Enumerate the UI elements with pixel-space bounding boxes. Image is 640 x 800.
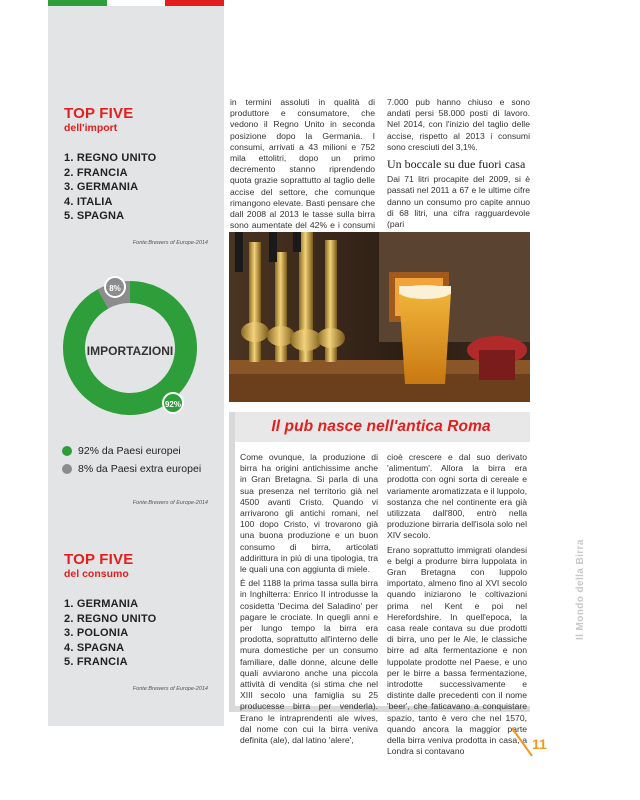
list-item: 5. FRANCIA	[64, 656, 128, 668]
green-dot-icon	[62, 446, 72, 456]
top-consumo-title: TOP FIVE	[64, 551, 134, 568]
top-consumo-subtitle: del consumo	[64, 568, 129, 580]
importazioni-source: Fonte:Brewers of Europe-2014	[132, 500, 208, 506]
article-top-col1	[230, 97, 375, 246]
list-item: 5. SPAGNA	[64, 210, 125, 222]
legend-item-eu	[62, 442, 201, 460]
donut-title: IMPORTAZIONI	[86, 344, 174, 358]
legend-item-extra	[62, 460, 201, 478]
legend-label: 8% da Paesi extra europei	[78, 463, 202, 475]
feature-headline: Il pub nasce nell'antica Roma	[271, 418, 491, 435]
eu-pct-badge: 92%	[162, 392, 184, 414]
top-import-subtitle: dell'import	[64, 122, 118, 134]
list-item: 4. SPAGNA	[64, 641, 125, 654]
donut-legend	[62, 442, 201, 478]
import-source: Fonte:Brewers of Europe-2014	[132, 240, 208, 246]
top-import-list	[64, 151, 214, 224]
top-five-import	[64, 106, 214, 224]
paragraph: 7.000 pub hanno chiuso e sono andati persi 58.000 posti di lavoro. Nel 2014, con l'inizio del taglio delle accise, rispetto al 2013 i consumi sono cresciuti del 3,1%.	[387, 97, 530, 152]
feature-col1	[240, 452, 378, 749]
extra-pct-badge: 8%	[104, 276, 126, 298]
list-item: 1. REGNO UNITO	[64, 152, 157, 164]
top-import-title: TOP FIVE	[64, 105, 134, 122]
top-five-consumo	[64, 552, 214, 670]
list-item: 3. POLONIA	[64, 627, 129, 639]
paragraph: Erano soprattutto immigrati olandesi e belgi a produrre birra luppolata in Gran Bretagna con luppolo importato, almeno fino al XVI secolo quando iniziarono le coltivazioni prima nel Kent e poi nel Herefordshire. In quell'epoca, la casa reale contava su due prodotti di birra, uno per le Ale, le classiche birre ad alta fermentazione e non luppolate prodotte nel Paese, e uno per le birre a bassa fermentazione, introdotte successivamente e distinte dalle precedenti con il nome 'beer', che faticavano a conquistare spazio, tanto è vero che nel 1570, quando ancora la maggior parte della birra veniva prodotta in casa, a Londra si contavano	[387, 544, 527, 757]
grey-dot-icon	[62, 464, 72, 474]
paragraph: È del 1188 la prima tassa sulla birra in Inghilterra: Enrico II introdusse la cosidetta 'Decima del Saladino' per pagare le crociate. In quegli anni e per lungo tempo la birra era prodotta, soprattutto all'interno delle mura domestiche per un consumo familiare, dalle donne, alcune delle quali avviarono anche una piccola attività di vendita (si stima che nel XIII secolo una famiglia su 25 producesse birra per venderla). Erano le intraprendenti ale wives, dal nome con cui la birra veniva definita (ale), dal latino 'alere',	[240, 578, 378, 746]
subheading: Un boccale su due fuori casa	[387, 157, 526, 172]
pub-beer-photo	[229, 232, 530, 402]
list-item: 3. GERMANIA	[64, 181, 139, 193]
list-item: 4. ITALIA	[64, 195, 113, 208]
list-item: 2. FRANCIA	[64, 166, 128, 179]
feature-col2	[387, 452, 527, 760]
top-consumo-list	[64, 597, 214, 670]
consumo-source: Fonte:Brewers of Europe-2014	[132, 686, 208, 692]
legend-label: 92% da Paesi europei	[78, 445, 181, 457]
paragraph: Dai 71 litri procapite del 2009, si è passati nel 2011 a 67 e le ultime cifre danno un consumo pro capite annuo di 68 litri, una cifra ragguardevole (pari	[387, 174, 530, 230]
page-number: 11	[532, 736, 547, 752]
photo-illustration	[229, 232, 530, 402]
list-item: 1. GERMANIA	[64, 598, 139, 610]
importazioni-donut-chart	[62, 280, 212, 430]
paragraph: in termini assoluti in qualità di produttore e consumatore, che vedono il Regno Unito in seconda posizione dopo la Germania. I consumi, arrivati a 43 milioni e 752 mila ettolitri, dopo un primo decremento stanno riprendendo quota grazie soprattutto al taglio delle accise del settore, che comunque rimangono elevate. Basti pensare che dall 2008 al 2013 le tasse sulla birra sono aumentate del 42% e i consumi	[230, 97, 375, 231]
list-item: 2. REGNO UNITO	[64, 612, 157, 625]
paragraph: cioè crescere e dal suo derivato 'alimentum'. Allora la birra era prodotta con ogni sorta di cereale e variamente aromatizzata e il luppolo, sostanza che nel continente era già utilizzata dall'800, entrò nella produzione birraria dell'isola solo nel XIV secolo.	[387, 452, 527, 541]
paragraph: Come ovunque, la produzione di birra ha origini antichissime anche in Gran Bretagna. Si parla di una sua presenza nel territorio già nel 4500 avanti Cristo. Quando vi arrivarono gli antichi romani, nel 100 dopo Cristo, vi trovarono già una buona produzione e un buon consumo di birra, articolati addirittura in più di una tipologia, tra le quali una con aggiunta di miele.	[240, 452, 378, 575]
article-top-col2	[387, 97, 530, 233]
magazine-name: Il Mondo della Birra	[575, 539, 586, 640]
